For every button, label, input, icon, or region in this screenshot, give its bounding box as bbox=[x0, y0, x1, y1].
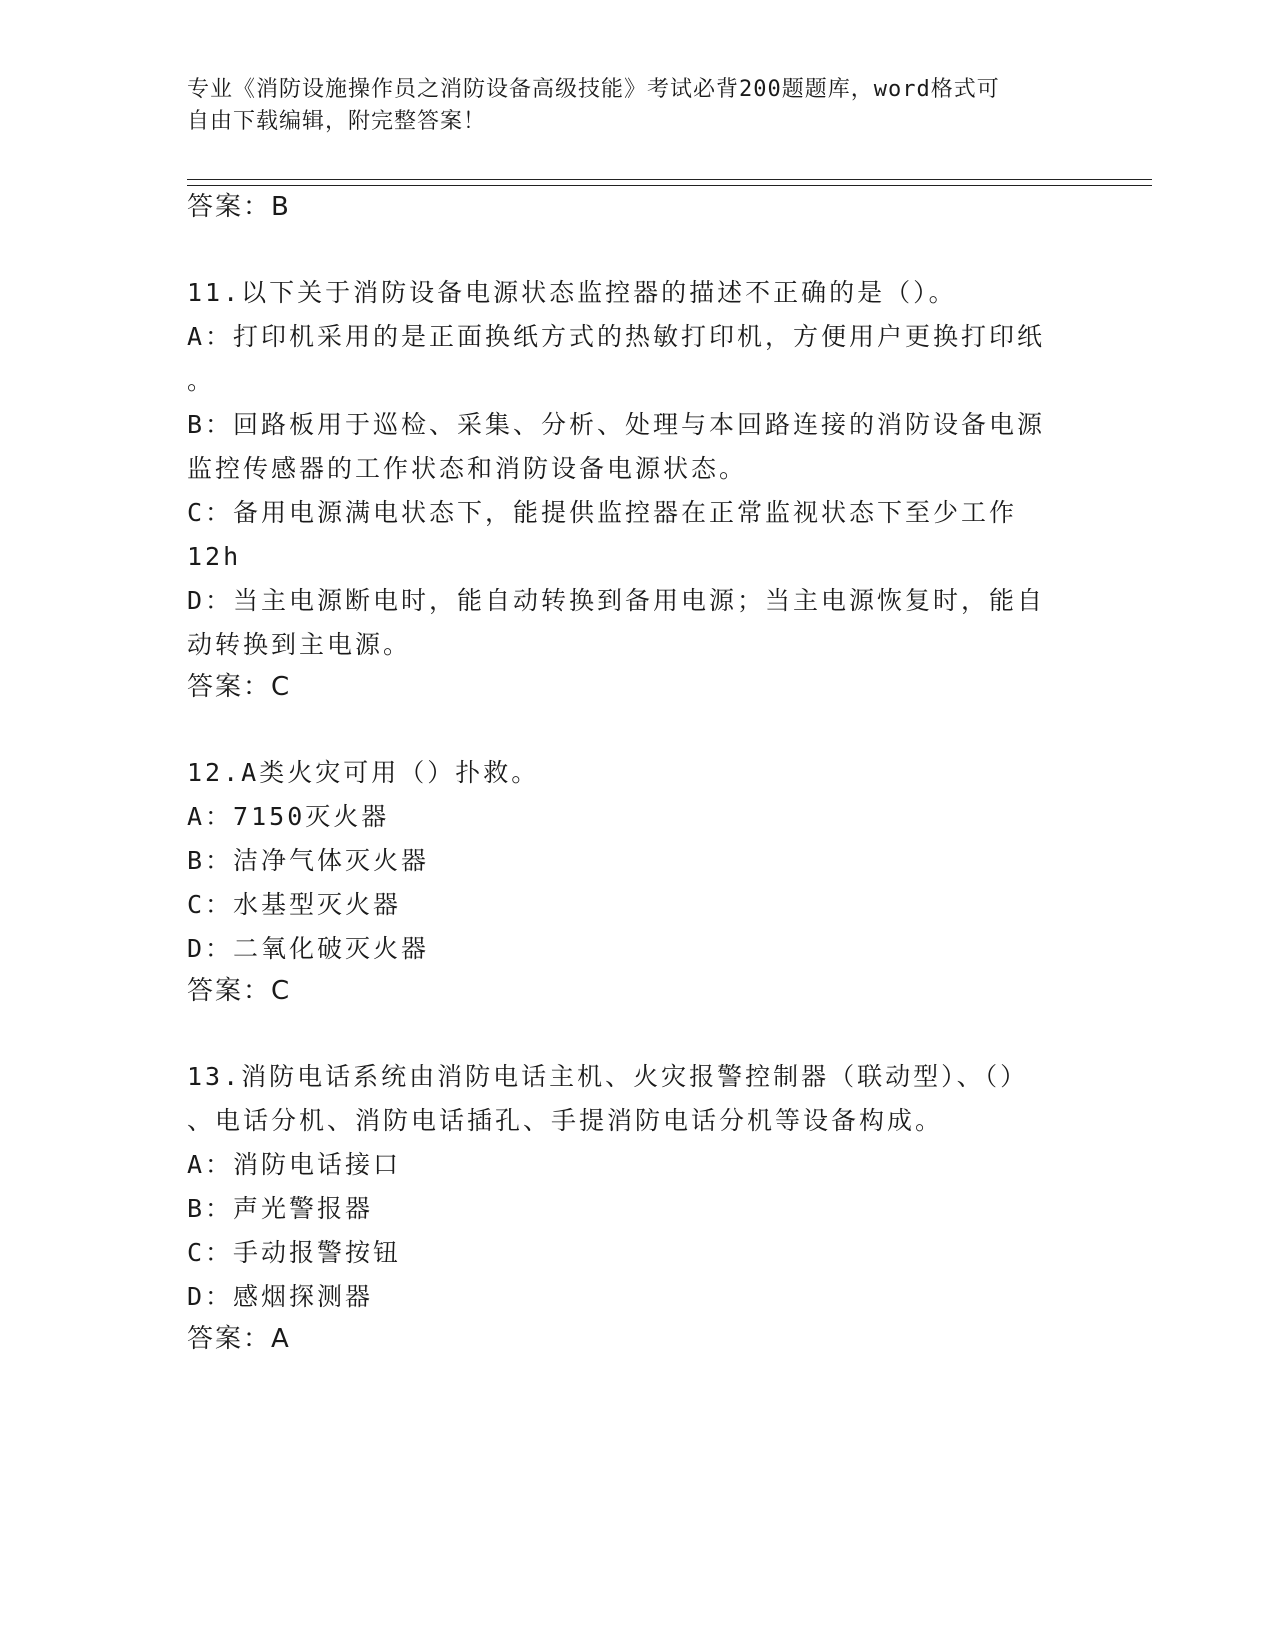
question-11-option-a: A：打印机采用的是正面换纸方式的热敏打印机，方便用户更换打印纸 bbox=[187, 322, 1046, 351]
question-11-answer: 答案：C bbox=[187, 672, 292, 702]
question-13-option-b: B：声光警报器 bbox=[187, 1194, 374, 1223]
question-11-option-a-cont: 。 bbox=[187, 366, 216, 395]
question-11-option-c: C：备用电源满电状态下，能提供监控器在正常监视状态下至少工作 bbox=[187, 498, 1018, 527]
question-11-option-d-cont: 动转换到主电源。 bbox=[187, 630, 412, 659]
previous-answer: 答案：B bbox=[187, 192, 291, 222]
question-12-option-d: D：二氧化破灭火器 bbox=[187, 934, 430, 963]
question-11-stem: 11.以下关于消防设备电源状态监控器的描述不正确的是（）。 bbox=[187, 278, 957, 307]
page-header bbox=[187, 74, 1067, 138]
header-line-2: 自由下载编辑，附完整答案！ bbox=[187, 109, 487, 134]
question-11-option-b: B：回路板用于巡检、采集、分析、处理与本回路连接的消防设备电源 bbox=[187, 410, 1046, 439]
question-11-option-d: D：当主电源断电时，能自动转换到备用电源；当主电源恢复时，能自 bbox=[187, 586, 1046, 615]
question-12-option-b: B：洁净气体灭火器 bbox=[187, 846, 430, 875]
question-13-option-a: A：消防电话接口 bbox=[187, 1150, 402, 1179]
header-rule-bottom bbox=[187, 185, 1152, 186]
question-12-answer: 答案：C bbox=[187, 976, 292, 1006]
question-13-stem: 13.消防电话系统由消防电话主机、火灾报警控制器（联动型）、（） bbox=[187, 1062, 1029, 1091]
header-line-1: 专业《消防设施操作员之消防设备高级技能》考试必背200题题库，word格式可 bbox=[187, 77, 1000, 102]
question-13-option-c: C：手动报警按钮 bbox=[187, 1238, 402, 1267]
question-12-option-c: C：水基型灭火器 bbox=[187, 890, 402, 919]
question-12-option-a: A：7150灭火器 bbox=[187, 802, 390, 831]
question-11-option-c-cont: 12h bbox=[187, 542, 242, 571]
question-11-option-b-cont: 监控传感器的工作状态和消防设备电源状态。 bbox=[187, 454, 748, 483]
question-12-stem: 12.A类火灾可用（）扑救。 bbox=[187, 758, 540, 787]
header-rule-top bbox=[187, 179, 1152, 180]
question-13-answer: 答案：A bbox=[187, 1324, 291, 1354]
question-13-option-d: D：感烟探测器 bbox=[187, 1282, 374, 1311]
question-13-stem-cont: 、电话分机、消防电话插孔、手提消防电话分机等设备构成。 bbox=[187, 1106, 944, 1135]
